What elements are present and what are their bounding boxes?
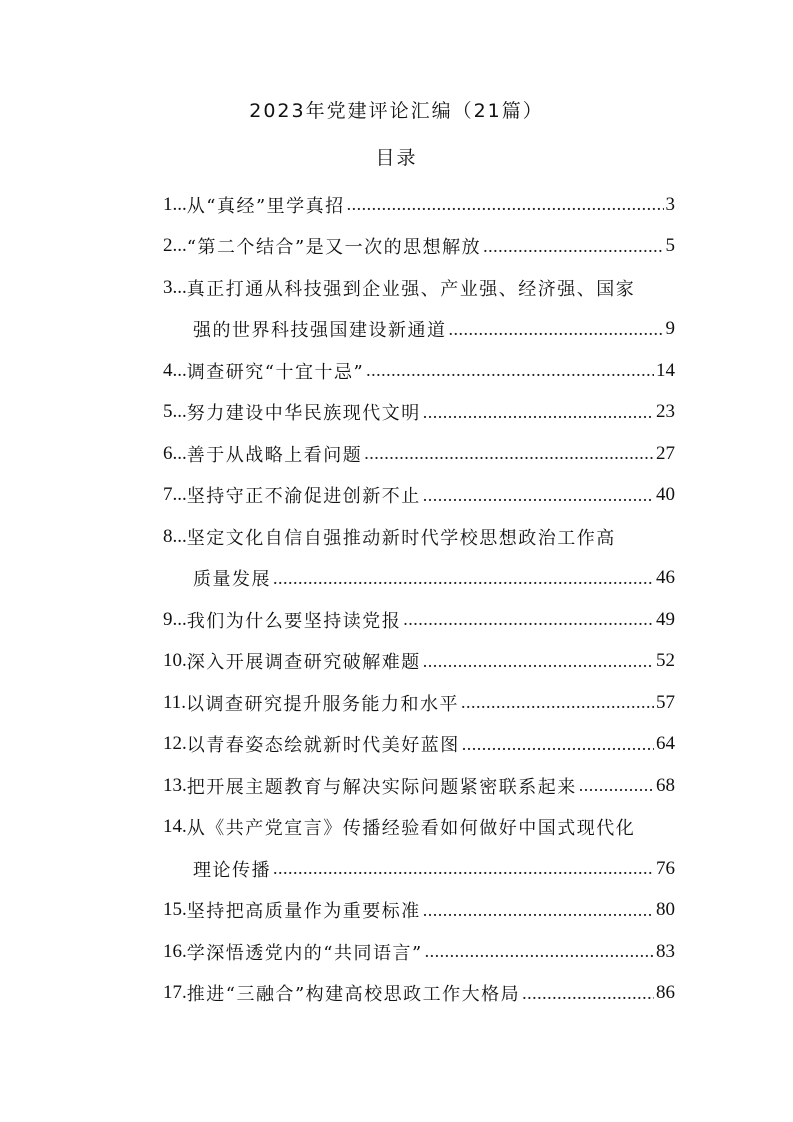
toc-entry-title: 强的世界科技强国建设新通道 (193, 320, 447, 342)
toc-heading: 目录 (375, 147, 418, 169)
toc-entry-page-number: 3 (665, 193, 675, 215)
toc-entry[interactable] (163, 433, 675, 475)
toc-entry-line (163, 350, 675, 392)
toc-entry-title: 坚持把高质量作为重要标准 (186, 901, 421, 923)
toc-entry-title: 理论传播 (193, 859, 271, 881)
toc-entry-number: 16. (163, 940, 187, 962)
toc-entry-page-number: 52 (656, 650, 675, 672)
toc-entry-number: 10. (163, 650, 187, 672)
dot-leader (366, 360, 654, 381)
toc-entry-line (163, 682, 675, 724)
toc-entry-page-number: 68 (656, 774, 675, 796)
dot-leader (483, 236, 663, 257)
toc-entry-line (163, 475, 675, 517)
toc-entry-page-number: 76 (656, 857, 675, 879)
toc-entry-number: 14. (163, 816, 187, 838)
dot-leader (347, 194, 664, 215)
toc-entry-page-number: 23 (656, 401, 675, 423)
dot-leader (364, 443, 654, 464)
toc-entry[interactable] (163, 475, 675, 517)
toc-entry-line (163, 267, 675, 309)
toc-entry[interactable] (163, 599, 675, 641)
toc-entry-page-number: 9 (665, 318, 675, 340)
toc-entry-title: “第二个结合”是又一次的思想解放 (186, 237, 482, 259)
toc-entry[interactable] (163, 973, 675, 1015)
toc-entry[interactable] (163, 641, 675, 683)
toc-entry-title: 努力建设中华民族现代文明 (186, 403, 421, 425)
toc-entry[interactable] (163, 682, 675, 724)
toc-entry-continuation-line (163, 309, 675, 351)
toc-entry-number: 12. (163, 733, 187, 755)
toc-entry-line (163, 392, 675, 434)
toc-entry[interactable] (163, 226, 675, 268)
toc-entry-page-number: 64 (656, 733, 675, 755)
toc-entry-line (163, 226, 675, 268)
toc-entry-page-number: 57 (656, 691, 675, 713)
toc-entry-number: 4... (163, 359, 187, 381)
toc-entry-number: 6... (163, 442, 187, 464)
toc-entry[interactable] (163, 350, 675, 392)
toc-entry-number: 3... (163, 276, 187, 298)
toc-entry-title: 学深悟透党内的“共同语言” (186, 942, 423, 964)
toc-entry[interactable] (163, 807, 675, 890)
toc-entry-page-number: 80 (656, 899, 675, 921)
dot-leader (273, 858, 654, 879)
toc-entry-title: 以调查研究提升服务能力和水平 (186, 693, 460, 715)
dot-leader (461, 692, 654, 713)
toc-entry-title: 从“真经”里学真招 (186, 195, 345, 217)
document-title: 2023年党建评论汇编（21篇） (249, 100, 544, 122)
toc-entry-continuation-line (163, 848, 675, 890)
dot-leader (423, 402, 654, 423)
toc-entry-page-number: 27 (656, 442, 675, 464)
toc-entry-title: 坚定文化自信自强推动新时代学校思想政治工作高 (186, 527, 616, 549)
dot-leader (579, 775, 654, 796)
dot-leader (449, 319, 664, 340)
toc-entry-page-number: 86 (656, 982, 675, 1004)
toc-entry-line (163, 724, 675, 766)
toc-entry-line (163, 516, 675, 558)
toc-entry-number: 1... (163, 193, 187, 215)
toc-entry[interactable] (163, 516, 675, 599)
toc-entry-number: 13. (163, 774, 187, 796)
toc-entry-line (163, 931, 675, 973)
toc-entry-line (163, 641, 675, 683)
toc-entry[interactable] (163, 931, 675, 973)
toc-entry-title: 推进“三融合”构建高校思政工作大格局 (186, 984, 521, 1006)
toc-entry-line (163, 433, 675, 475)
dot-leader (423, 900, 654, 921)
toc-entry-title: 深入开展调查研究破解难题 (186, 652, 421, 674)
toc-entry-title: 坚持守正不渝促进创新不止 (186, 486, 421, 508)
toc-entry-title: 把开展主题教育与解决实际问题紧密联系起来 (186, 776, 577, 798)
toc-entry-number: 17. (163, 982, 187, 1004)
toc-entry-line (163, 599, 675, 641)
dot-leader (462, 734, 654, 755)
toc-entry-page-number: 14 (656, 359, 675, 381)
dot-leader (423, 651, 654, 672)
toc-entry-number: 9... (163, 608, 187, 630)
toc-entry[interactable] (163, 765, 675, 807)
toc-entry-title: 善于从战略上看问题 (186, 444, 363, 466)
toc-entry-title: 质量发展 (193, 569, 271, 591)
toc-entry-page-number: 40 (656, 484, 675, 506)
dot-leader (423, 485, 654, 506)
toc-entry[interactable] (163, 267, 675, 350)
toc-entry-page-number: 83 (656, 940, 675, 962)
table-of-contents (163, 184, 675, 1014)
dot-leader (273, 568, 654, 589)
toc-entry-number: 2... (163, 235, 187, 257)
toc-entry-number: 11. (163, 691, 187, 713)
dot-leader (403, 609, 654, 630)
toc-entry-title: 调查研究“十宜十忌” (186, 361, 365, 383)
toc-entry-number: 15. (163, 899, 187, 921)
toc-entry-line (163, 184, 675, 226)
toc-entry-page-number: 49 (656, 608, 675, 630)
toc-entry-line (163, 807, 675, 849)
toc-entry-number: 8... (163, 525, 187, 547)
toc-entry-number: 7... (163, 484, 187, 506)
toc-entry-title: 以青春姿态绘就新时代美好蓝图 (186, 735, 460, 757)
toc-entry-line (163, 973, 675, 1015)
toc-entry-page-number: 46 (656, 567, 675, 589)
toc-entry-continuation-line (163, 558, 675, 600)
dot-leader (522, 983, 654, 1004)
dot-leader (425, 941, 654, 962)
toc-entry-line (163, 890, 675, 932)
toc-entry[interactable] (163, 392, 675, 434)
toc-entry[interactable] (163, 184, 675, 226)
toc-entry-number: 5... (163, 401, 187, 423)
toc-entry[interactable] (163, 724, 675, 766)
toc-entry-page-number: 5 (665, 235, 675, 257)
toc-entry-title: 从《共产党宣言》传播经验看如何做好中国式现代化 (186, 818, 636, 840)
toc-entry[interactable] (163, 890, 675, 932)
toc-entry-title: 我们为什么要坚持读党报 (186, 610, 402, 632)
toc-entry-title: 真正打通从科技强到企业强、产业强、经济强、国家 (186, 278, 636, 300)
toc-entry-line (163, 765, 675, 807)
